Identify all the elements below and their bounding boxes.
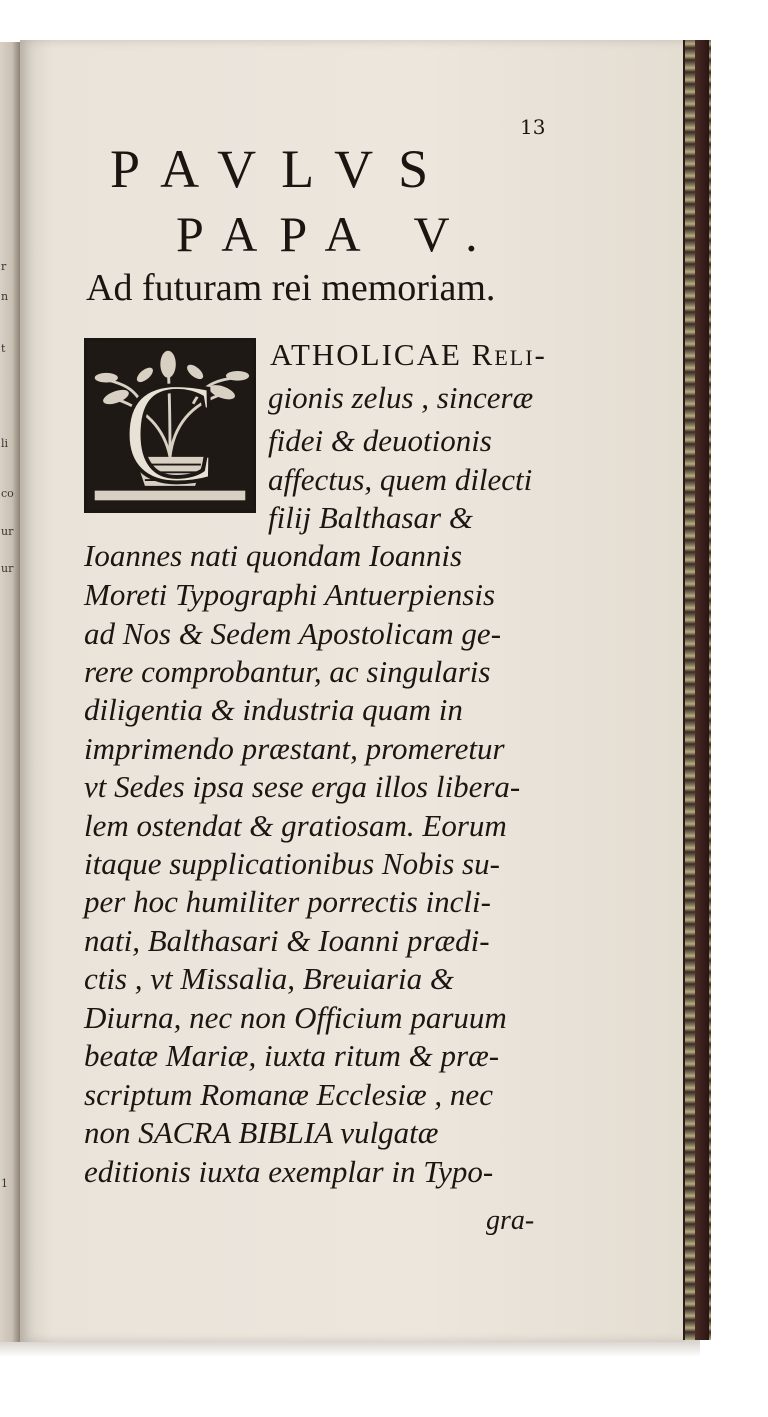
left-facing-page: [0, 42, 20, 1342]
body-line: Diurna, nec non Officium paruum: [84, 1000, 507, 1035]
body-line: rere comprobantur, ac singularis: [84, 654, 491, 689]
left-page-fragment: n: [1, 290, 9, 303]
body-line: scriptum Romanæ Ecclesiæ , nec: [84, 1077, 493, 1112]
left-page-fragment: ur: [1, 562, 14, 575]
body-line: per hoc humiliter porrectis incli-: [84, 884, 491, 919]
body-line: vt Sedes ipsa sese erga illos libera-: [84, 769, 521, 804]
body-line: gionis zelus , sinceræ: [268, 380, 534, 415]
body-line: filij Balthasar &: [268, 500, 473, 535]
body-line: Moreti Typographi Antuerpiensis: [84, 577, 496, 612]
left-page-fragment: co: [1, 487, 14, 500]
body-line: affectus, quem dilecti: [268, 462, 533, 497]
body-line: nati, Balthasari & Ioanni prædi-: [84, 923, 490, 958]
left-page-fragment: r: [1, 260, 7, 273]
left-page-fragment: t: [1, 342, 6, 355]
title-line-2: PAPA V.: [176, 206, 500, 262]
body-line: beatæ Mariæ, iuxta ritum & præ-: [84, 1038, 500, 1073]
body-line: Ioannes nati quondam Ioannis: [84, 538, 463, 573]
body-line: imprimendo præstant, promeretur: [84, 731, 505, 766]
page-number: 13: [520, 115, 546, 139]
title-line-1: PAVLVS: [110, 139, 454, 199]
body-line: diligentia & industria quam in: [84, 692, 463, 727]
woodcut-initial: [84, 338, 256, 513]
body-line: editionis iuxta exemplar in Typo-: [84, 1154, 494, 1189]
left-page-fragment: ur: [1, 525, 14, 538]
body-line: ATHOLICAE Reli-: [270, 337, 547, 372]
subtitle: Ad futuram rei memoriam.: [86, 267, 496, 309]
left-page-fragment: 1: [1, 1177, 8, 1190]
initial-letter: C: [121, 352, 219, 510]
body-line: itaque supplicationibus Nobis su-: [84, 846, 500, 881]
binding-edge: [695, 40, 709, 1340]
body-line: fidei & deuotionis: [268, 423, 492, 458]
catchword: gra-: [486, 1205, 535, 1236]
body-line: ad Nos & Sedem Apostolicam ge-: [84, 616, 502, 651]
body-line: non SACRA BIBLIA vulgatæ: [84, 1115, 439, 1150]
body-line: lem ostendat & gratiosam. Eorum: [84, 808, 507, 843]
body-line: ctis , vt Missalia, Breuiaria &: [84, 961, 454, 996]
left-page-fragment: li: [1, 437, 9, 450]
